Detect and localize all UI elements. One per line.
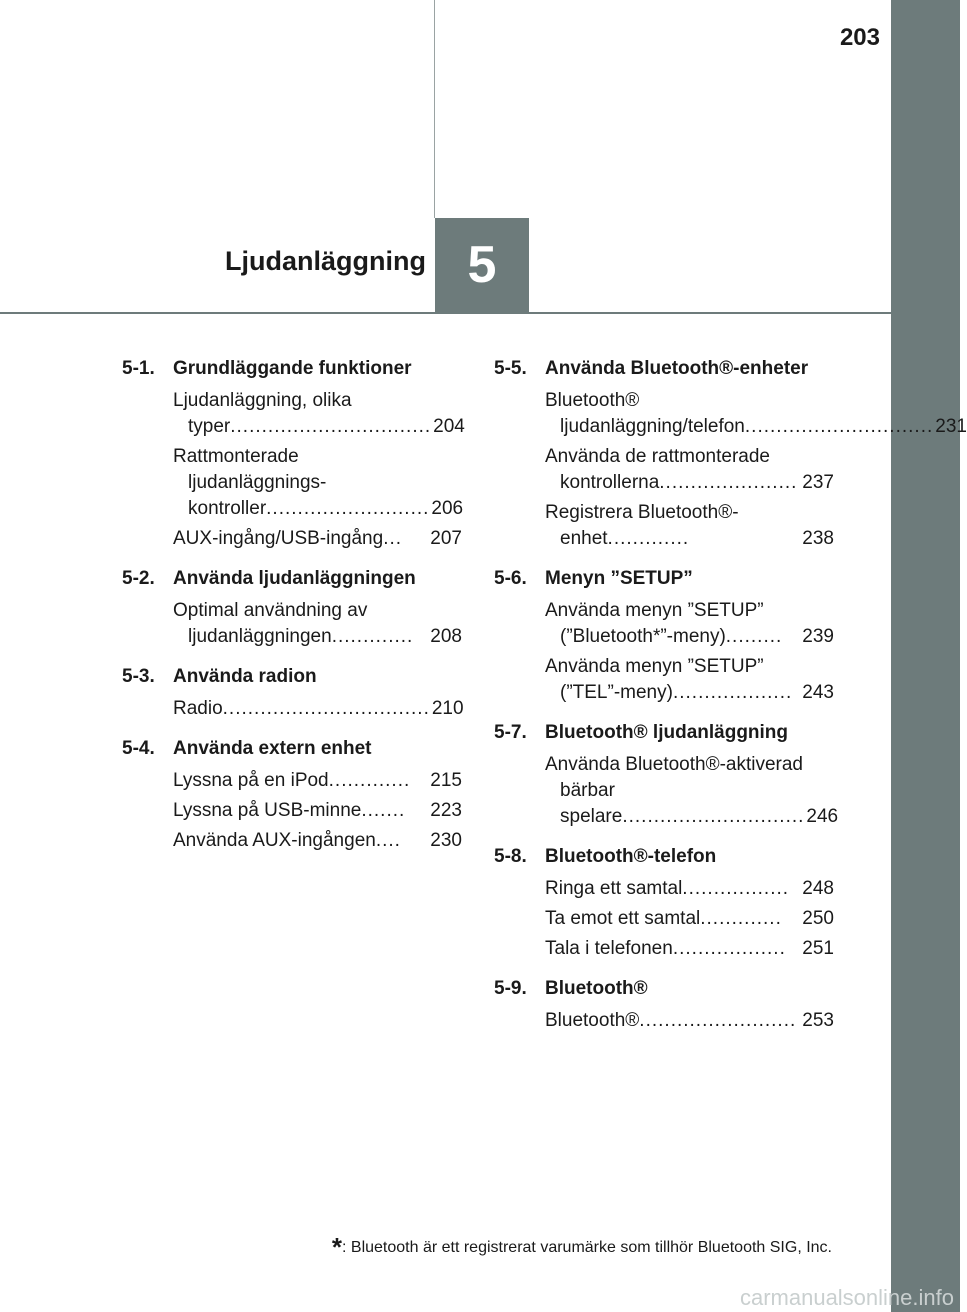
entry-title: [545, 752, 805, 830]
section-number: 5-3.: [122, 666, 155, 687]
section-gap: [494, 556, 834, 566]
entry-page-number: 215: [430, 770, 462, 791]
toc-entry[interactable]: [545, 388, 967, 440]
section-title: Använda radion: [173, 666, 317, 687]
toc-entry[interactable]: [545, 500, 834, 552]
toc-section-heading: [122, 356, 462, 382]
entry-title-text: Använda de rattmonterade kontrollerna: [545, 446, 770, 493]
watermark: carmanualsonline.info: [739, 1285, 954, 1310]
entry-title-text: Ringa ett samtal: [545, 878, 683, 899]
footnote-mark: *: [331, 1232, 342, 1262]
entry-title-text: Optimal användning av ljudanläggningen: [173, 600, 368, 647]
toc-section-heading: [122, 736, 462, 762]
entry-page-number: 238: [802, 528, 834, 549]
chapter-side-bar: [891, 0, 960, 1312]
entry-leader-dots: ...................: [672, 682, 793, 703]
entry-page-number: 243: [802, 682, 834, 703]
entry-title-text: Rattmonterade ljudanläggnings-kontroller: [173, 446, 327, 519]
header-divider-horizontal: [0, 312, 891, 314]
entry-page-number: 253: [802, 1010, 834, 1031]
entry-page-number: 206: [431, 498, 464, 519]
section-title: Använda ljudanläggningen: [173, 568, 416, 589]
section-number: 5-8.: [494, 846, 527, 867]
section-gap: [122, 556, 462, 566]
toc-entry[interactable]: [173, 444, 462, 522]
section-gap: [494, 834, 834, 844]
section-title: Bluetooth®: [545, 978, 648, 999]
page-number: 203: [839, 24, 880, 51]
entry-title-text: Bluetooth® ljudanläggning/telefon: [545, 390, 745, 437]
entry-title-text: Lyssna på USB-minne: [173, 800, 362, 821]
entry-title: [545, 906, 800, 932]
toc-left-column: [122, 356, 465, 858]
section-number: 5-2.: [122, 568, 155, 589]
entry-leader-dots: .................: [682, 878, 790, 899]
entry-leader-dots: .................................: [222, 698, 430, 719]
entry-title: [545, 500, 800, 552]
entry-page-number: 250: [802, 908, 834, 929]
toc-entry[interactable]: [173, 768, 462, 794]
section-title: Använda extern enhet: [173, 738, 372, 759]
toc-entry[interactable]: [173, 388, 465, 440]
entry-leader-dots: .........................: [639, 1010, 797, 1031]
entry-title: [173, 828, 428, 854]
section-number: 5-5.: [494, 358, 527, 379]
entry-page-number: 230: [430, 830, 462, 851]
entry-title-text: Tala i telefonen: [545, 938, 673, 959]
section-number: 5-6.: [494, 568, 527, 589]
section-title: Bluetooth®-telefon: [545, 846, 717, 867]
entry-page-number: 231: [935, 416, 967, 437]
toc-entry[interactable]: [545, 906, 834, 932]
entry-title-text: Ta emot ett samtal: [545, 908, 701, 929]
footnote-text: : Bluetooth är ett registrerat varumärke som tillhör Bluetooth SIG, Inc.: [342, 1239, 832, 1256]
section-number: 5-4.: [122, 738, 155, 759]
section-title: Grundläggande funktioner: [173, 358, 412, 379]
entry-page-number: 237: [802, 472, 834, 493]
entry-title: [173, 388, 432, 440]
toc-section-heading: [494, 844, 834, 870]
entry-leader-dots: ....: [375, 830, 401, 851]
entry-title-text: Använda menyn ”SETUP” (”TEL”-meny): [545, 656, 764, 703]
section-number: 5-7.: [494, 722, 527, 743]
entry-title-text: Registrera Bluetooth®-enhet: [545, 502, 739, 549]
entry-page-number: 251: [802, 938, 834, 959]
section-title: Använda Bluetooth®-enheter: [545, 358, 809, 379]
entry-title-text: Bluetooth®: [545, 1010, 640, 1031]
entry-leader-dots: .............: [328, 770, 411, 791]
toc-section-heading: [122, 566, 462, 592]
entry-leader-dots: ...: [383, 528, 403, 549]
footnote: [332, 1232, 832, 1263]
entry-title: [545, 388, 934, 440]
toc-entry[interactable]: [173, 696, 462, 722]
entry-title: [173, 526, 428, 552]
entry-page-number: 223: [430, 800, 462, 821]
entry-page-number: 246: [806, 806, 839, 827]
section-title: Bluetooth® ljudanläggning: [545, 722, 789, 743]
toc-entry[interactable]: [173, 828, 462, 854]
entry-page-number: 208: [430, 626, 462, 647]
toc-entry[interactable]: [545, 752, 839, 830]
chapter-number-box: 5: [435, 218, 529, 312]
entry-title-text: Lyssna på en iPod: [173, 770, 329, 791]
entry-leader-dots: .........: [725, 626, 783, 647]
section-title: Menyn ”SETUP”: [545, 568, 693, 589]
entry-title: [545, 598, 800, 650]
entry-leader-dots: .......: [361, 800, 406, 821]
section-number: 5-1.: [122, 358, 155, 379]
toc-section-heading: [494, 566, 834, 592]
entry-page-number: 210: [431, 698, 464, 719]
entry-leader-dots: ..................: [672, 938, 786, 959]
entry-title: [545, 936, 800, 962]
entry-title: [545, 654, 800, 706]
toc-entry[interactable]: [173, 598, 462, 650]
toc-entry[interactable]: [173, 798, 462, 824]
toc-entry[interactable]: [545, 598, 834, 650]
entry-leader-dots: .............................: [622, 806, 805, 827]
toc-section-heading: [494, 356, 834, 382]
entry-title: [173, 696, 430, 722]
section-number: 5-9.: [494, 978, 527, 999]
toc-entry[interactable]: [545, 1008, 834, 1034]
toc-entry[interactable]: [545, 444, 834, 496]
entry-title-text: Använda menyn ”SETUP” (”Bluetooth*”-meny): [545, 600, 764, 647]
entry-title-text: Ljudanläggning, olika typer: [173, 390, 352, 437]
entry-leader-dots: ................................: [230, 416, 432, 437]
chapter-title: Ljudanläggning: [225, 246, 426, 276]
entry-leader-dots: ..............................: [744, 416, 934, 437]
toc-entry[interactable]: [545, 876, 834, 902]
entry-title: [173, 798, 428, 824]
entry-page-number: 204: [433, 416, 465, 437]
entry-leader-dots: .............: [700, 908, 782, 929]
toc-entry[interactable]: [173, 526, 462, 552]
toc-section-heading: [494, 976, 834, 1002]
entry-page-number: 207: [430, 528, 462, 549]
entry-title: [173, 444, 430, 522]
entry-leader-dots: ..........................: [266, 498, 430, 519]
entry-title-text: Använda Bluetooth®-aktiverad bärbar spelare: [545, 754, 803, 827]
entry-title-text: Använda AUX-ingången: [173, 830, 376, 851]
entry-page-number: 248: [802, 878, 834, 899]
entry-title-text: Radio: [173, 698, 223, 719]
entry-title: [545, 444, 800, 496]
section-gap: [494, 966, 834, 976]
entry-page-number: 239: [802, 626, 834, 647]
toc-section-heading: [122, 664, 462, 690]
entry-title: [173, 598, 428, 650]
entry-leader-dots: ......................: [659, 472, 798, 493]
entry-leader-dots: .............: [607, 528, 690, 549]
header-divider-vertical: [434, 0, 435, 218]
toc-entry[interactable]: [545, 936, 834, 962]
entry-title: [545, 876, 800, 902]
toc-right-column: [494, 356, 967, 1038]
toc-section-heading: [494, 720, 834, 746]
entry-leader-dots: .............: [331, 626, 414, 647]
section-gap: [122, 654, 462, 664]
entry-title: [545, 1008, 800, 1034]
section-gap: [494, 710, 834, 720]
toc-entry[interactable]: [545, 654, 834, 706]
entry-title-text: AUX-ingång/USB-ingång: [173, 528, 384, 549]
entry-title: [173, 768, 428, 794]
section-gap: [122, 726, 462, 736]
